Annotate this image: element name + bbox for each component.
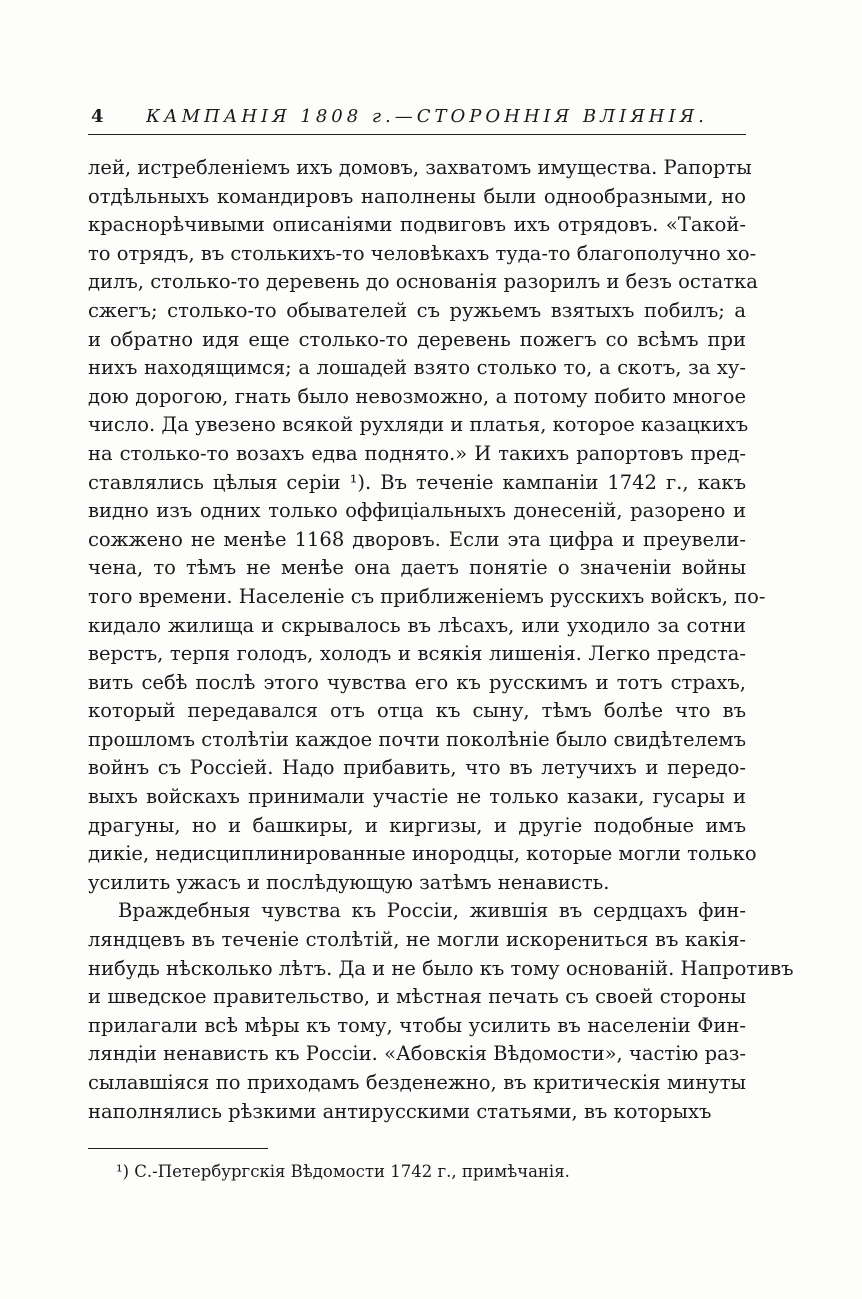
text-line: выхъ войскахъ принимали участіе не только казаки, гусары и [88,785,746,809]
text-line: нихъ находящимся; а лошадей взято столько то, а скотъ, за ху- [88,356,746,380]
text-line: дилъ, столько-то деревень до основанія разорилъ и безъ остатка [88,270,758,294]
page-number: 4 [91,106,104,127]
footnote-rule [88,1148,268,1149]
text-line: верстъ, терпя голодъ, холодъ и всякія лишенія. Легко предста- [88,642,746,666]
text-line: отдѣльныхъ командировъ наполнены были однообразными, но [88,184,746,208]
text-line: сылавшіяся по приходамъ безденежно, въ критическія минуты [88,1071,746,1094]
text-line: и шведское правительство, и мѣстная печать съ своей стороны [88,985,746,1009]
text-line: который передавался отъ отца къ сыну, тѣмъ болѣе что въ [88,699,746,723]
text-line: нибудь нѣсколько лѣтъ. Да и не было къ тому основаній. Напротивъ [88,956,794,980]
text-line: сожжено не менѣе 1168 дворовъ. Если эта цифра и преувели- [88,527,746,551]
text-line: то отрядъ, въ столькихъ-то человѣкахъ туда-то благополучно хо- [88,241,757,265]
text-line: того времени. Населеніе съ приближеніемъ русскихъ войскъ, по- [88,584,766,608]
text-line: усилить ужасъ и послѣдующую затѣмъ ненависть. [88,870,610,894]
text-line: прилагали всѣ мѣры къ тому, чтобы усилить въ населеніи Фин- [88,1013,746,1037]
text-line: драгуны, но и башкиры, и киргизы, и другіе подобные имъ [88,813,746,837]
text-line: кидало жилища и скрывалось въ лѣсахъ, или уходило за сотни [88,613,746,637]
text-line: Враждебныя чувства къ Россіи, жившія въ сердцахъ фин- [118,899,746,923]
text-line: лей, истребленіемъ ихъ домовъ, захватомъ имущества. Рапорты [88,156,752,179]
text-line: и обратно идя еще столько-то деревень пожегъ со всѣмъ при [88,327,746,351]
text-line: войнъ съ Россіей. Надо прибавить, что въ летучихъ и передо- [88,756,746,780]
text-line: прошломъ столѣтіи каждое почти поколѣніе было свидѣтелемъ [88,727,746,751]
body-text [88,154,794,1126]
text-line: краснорѣчивыми описаніями подвиговъ ихъ отрядовъ. «Такой- [88,213,746,237]
running-title: КАМПАНІЯ 1808 г.—СТОРОННІЯ ВЛІЯНІЯ. [146,106,708,127]
text-line: вить себѣ послѣ этого чувства его къ русскимъ и тотъ страхъ, [88,670,746,694]
text-line: дикіе, недисциплинированные инородцы, которые могли только [88,842,757,866]
footnote: ¹) С.-Петербургскія Вѣдомости 1742 г., примѣчанія. [116,1162,570,1181]
text-line: видно изъ одних только оффиціальныхъ донесеній, разорено и [88,499,746,523]
paragraph-2 [88,897,794,1126]
text-line: число. Да увезено всякой рухляди и платья, которое казацкихъ [88,413,749,437]
text-line: дою дорогою, гнать было невозможно, а потому побито многое [88,384,746,408]
text-line: на столько-то возахъ едва поднято.» И такихъ рапортовъ пред- [88,441,746,465]
text-line: наполнялись рѣзкими антирусскими статьями, въ которыхъ [88,1099,712,1123]
paragraph-1 [88,154,766,897]
text-line: ляндцевъ въ теченіе столѣтій, не могли искорениться въ какія- [88,928,746,952]
page-header [88,104,746,135]
text-line: сжегъ; столько-то обывателей съ ружьемъ взятыхъ побилъ; а [88,298,746,322]
text-line: ляндіи ненависть къ Россіи. «Абовскія Вѣдомости», частію раз- [88,1042,746,1066]
text-line: чена, то тѣмъ не менѣе она даетъ понятіе о значеніи войны [88,556,746,580]
text-line: ставлялись цѣлыя серіи ¹). Въ теченіе кампаніи 1742 г., какъ [88,470,746,494]
